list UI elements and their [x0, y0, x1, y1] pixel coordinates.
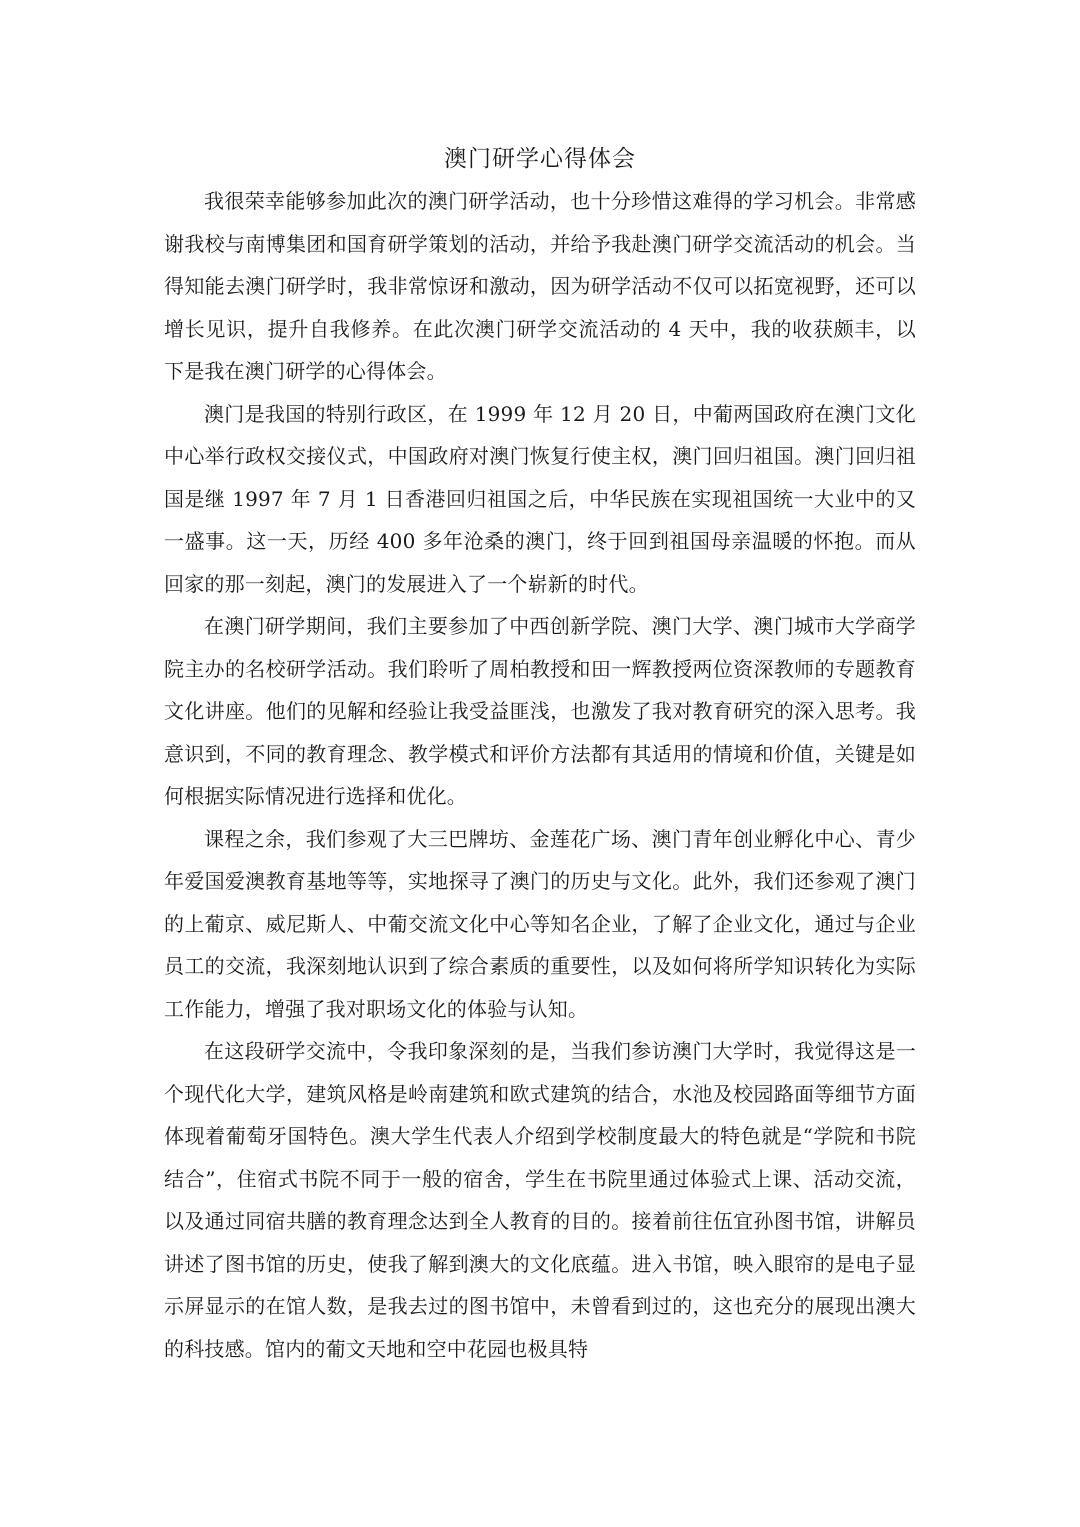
- paragraph-1: 我很荣幸能够参加此次的澳门研学活动，也十分珍惜这难得的学习机会。非常感谢我校与南博集团和国育研学策划的活动，并给予我赴澳门研学交流活动的机会。当得知能去澳门研学时，我非常惊讶和激动，因为研学活动不仅可以拓宽视野，还可以增长见识，提升自我修养。在此次澳门研学交流活动的 4 天中，我的收获颇丰，以下是我在澳门研学的心得体会。: [164, 189, 916, 383]
- document-body: [164, 140, 916, 1370]
- paragraph-4: 课程之余，我们参观了大三巴牌坊、金莲花广场、澳门青年创业孵化中心、青少年爱国爱澳教育基地等等，实地探寻了澳门的历史与文化。此外，我们还参观了澳门的上葡京、威尼斯人、中葡交流文化中心等知名企业，了解了企业文化，通过与企业员工的交流，我深刻地认识到了综合素质的重要性，以及如何将所学知识转化为实际工作能力，增强了我对职场文化的体验与认知。: [164, 826, 916, 1021]
- paragraph-2: 澳门是我国的特别行政区，在 1999 年 12 月 20 日，中葡两国政府在澳门文化中心举行政权交接仪式，中国政府对澳门恢复行使主权，澳门回归祖国。澳门回归祖国是继 1997 年 7 月 1 日香港回归祖国之后，中华民族在实现祖国统一大业中的又一盛事。这一天，历经 400 多年沧桑的澳门，终于回到祖国母亲温暖的怀抱。而从回家的那一刻起，澳门的发展进入了一个崭新的时代。: [164, 401, 916, 596]
- paragraph-3: 在澳门研学期间，我们主要参加了中西创新学院、澳门大学、澳门城市大学商学院主办的名校研学活动。我们聆听了周柏教授和田一辉教授两位资深教师的专题教育文化讲座。他们的见解和经验让我受益匪浅，也激发了我对教育研究的深入思考。我意识到，不同的教育理念、教学模式和评价方法都有其适用的情境和价值，关键是如何根据实际情况进行选择和优化。: [164, 614, 916, 808]
- document-title: 澳门研学心得体会: [444, 146, 636, 172]
- paragraph-5: 在这段研学交流中，令我印象深刻的是，当我们参访澳门大学时，我觉得这是一个现代化大学，建筑风格是岭南建筑和欧式建筑的结合，水池及校园路面等细节方面体现着葡萄牙国特色。澳大学生代表人介绍到学校制度最大的特色就是“学院和书院结合”，住宿式书院不同于一般的宿舍，学生在书院里通过体验式上课、活动交流，以及通过同宿共膳的教育理念达到全人教育的目的。接着前往伍宜孙图书馆，讲解员讲述了图书馆的历史，使我了解到澳大的文化底蕴。进入书馆，映入眼帘的是电子显示屏显示的在馆人数，是我去过的图书馆中，未曾看到过的，这也充分的展现出澳大的科技感。馆内的葡文天地和空中花园也极具特: [164, 1039, 916, 1361]
